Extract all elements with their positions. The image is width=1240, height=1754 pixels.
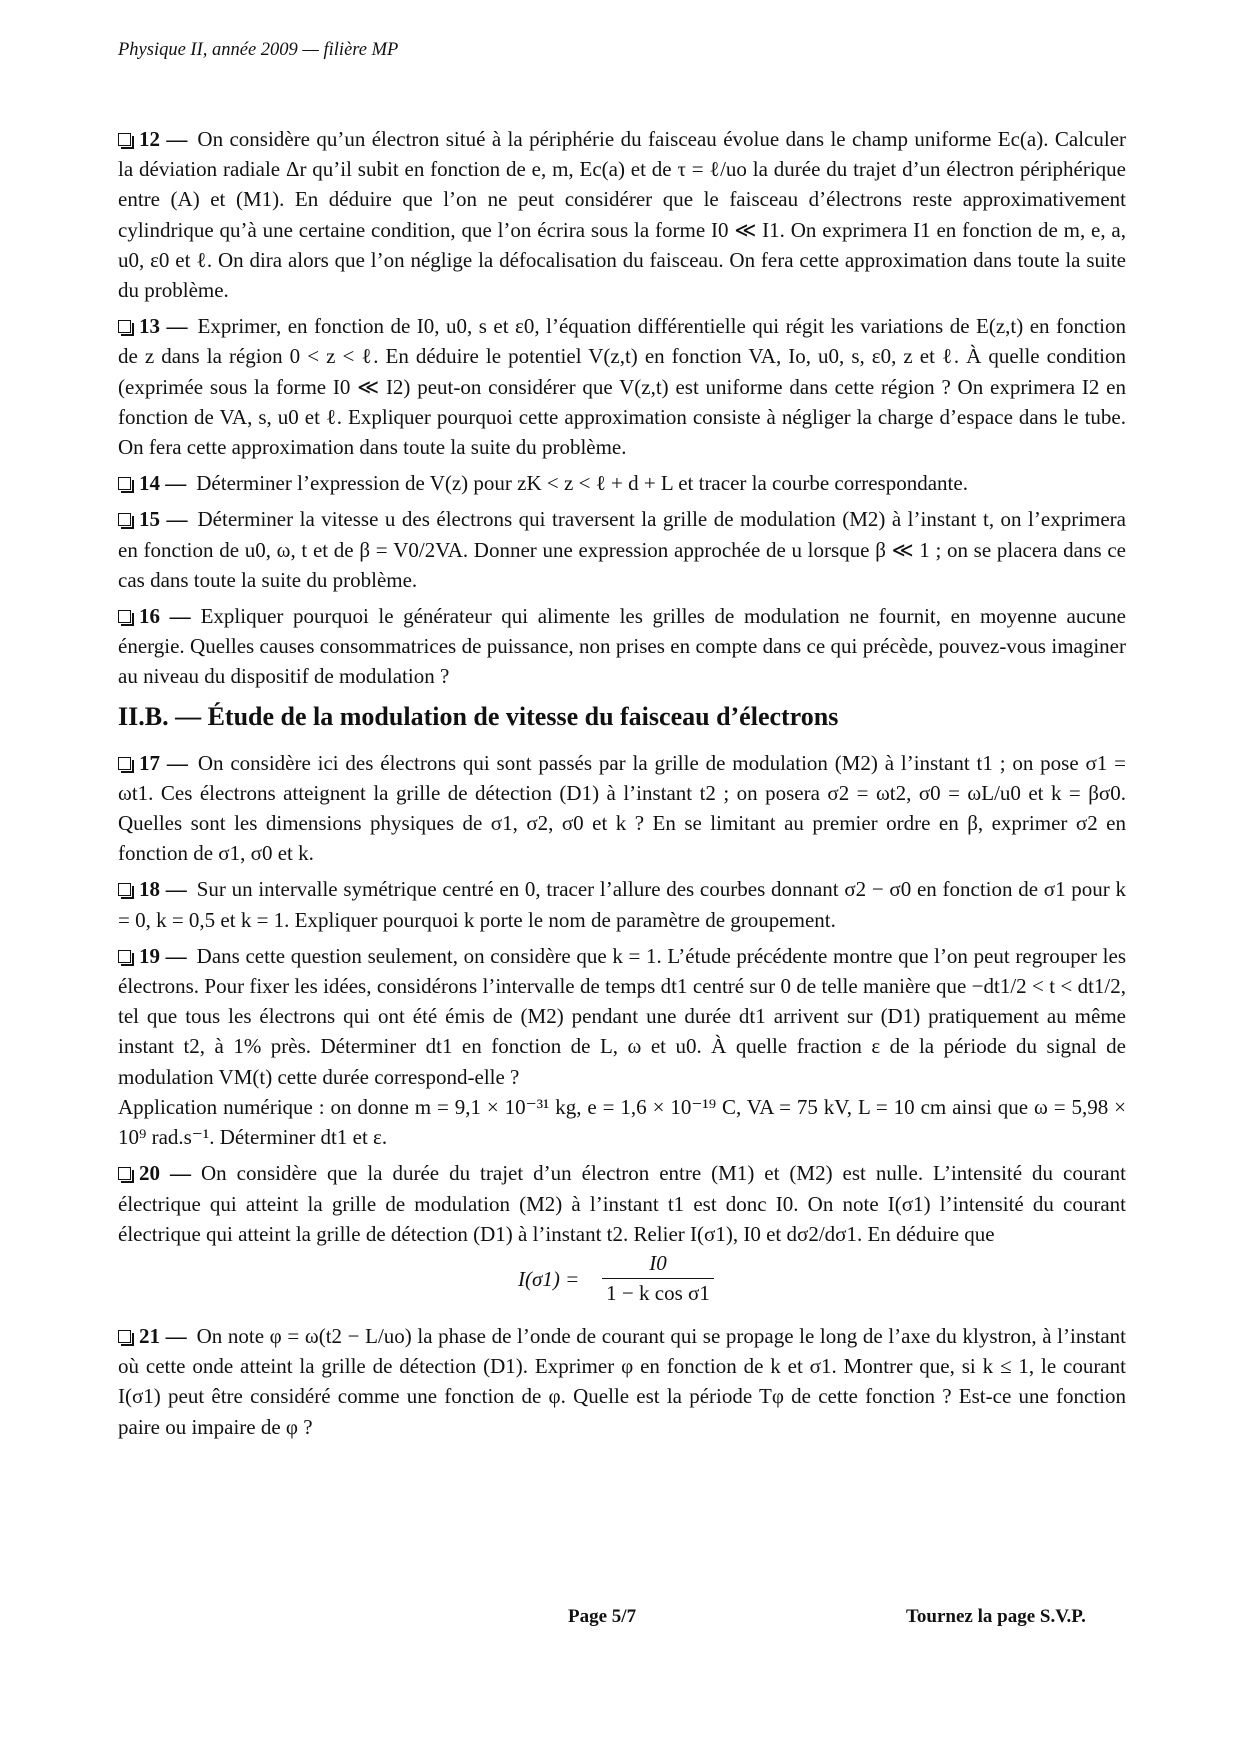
question-number: 16 — — [139, 604, 191, 629]
document-body — [118, 124, 1126, 1448]
checkbox-icon — [118, 320, 131, 333]
checkbox-icon — [118, 610, 131, 623]
page-header: Physique II, année 2009 — filière MP — [118, 40, 399, 60]
question-number: 18 — — [139, 877, 187, 902]
question-text: On note φ = ω(t2 − L/uo) la phase de l’onde de courant qui se propage le long de l’axe du klystron, à l’instant où cette onde atteint la grille de détection (D1). Exprimer φ en fonction de k et σ1. Montrer que, si k ≤ 1, le courant I(σ1) peut être considéré comme une fonction de φ. Quelle est la période Tφ de cette fonction ? Est-ce une fonction paire ou impaire de φ ? — [118, 1323, 1126, 1439]
checkbox-icon — [118, 1330, 131, 1343]
question-number: 13 — — [139, 314, 188, 339]
section-title: II.B. — Étude de la modulation de vitesse du faisceau d’électrons — [118, 701, 839, 731]
question-text: Exprimer, en fonction de I0, u0, s et ε0, l’équation différentielle qui régit les variations de E(z,t) en fonction de z dans la région 0 < z < ℓ. En déduire le potentiel V(z,t) en fonction VA, Io, u0, s, ε0, z et ℓ. À quelle condition (exprimée sous la forme I0 ≪ I2) peut-on considérer que V(z,t) est uniforme dans cette région ? On exprimera I2 en fonction de VA, s, u0 et ℓ. Expliquer pourquoi cette approximation consiste à négliger la charge d’espace dans le tube. On fera cette approximation dans toute la suite du problème. — [118, 314, 1126, 460]
question-number: 17 — — [139, 750, 188, 775]
checkbox-icon — [118, 477, 131, 490]
checkbox-icon — [118, 950, 131, 963]
question-12 — [118, 124, 1126, 305]
question-14 — [118, 468, 1126, 498]
formula-denominator: 1 − k cos σ1 — [606, 1280, 710, 1305]
question-19 — [118, 941, 1126, 1092]
page-number: Page 5/7 — [568, 1606, 637, 1627]
question-15 — [118, 504, 1126, 595]
question-number: 19 — — [139, 943, 187, 968]
question-text: On considère que la durée du trajet d’un électron entre (M1) et (M2) est nulle. L’intensité du courant électrique qui atteint la grille de modulation (M2) à l’instant t1 est donc I0. On note I(σ1) l’intensité du courant électrique qui atteint la grille de détection (D1) à l’instant t2. Relier I(σ1), I0 et dσ2/dσ1. En déduire que — [118, 1161, 1127, 1246]
numerical-application — [118, 1092, 1126, 1152]
formula-numerator: I0 — [602, 1251, 714, 1279]
question-number: 14 — — [139, 471, 187, 496]
question-13 — [118, 311, 1126, 462]
question-17 — [118, 748, 1126, 869]
question-text: Déterminer l’expression de V(z) pour zK < z < ℓ + d + L et tracer la courbe correspondante. — [196, 471, 968, 496]
checkbox-icon — [118, 513, 131, 526]
question-number: 21 — — [139, 1323, 187, 1348]
checkbox-icon — [118, 133, 131, 146]
formula-fraction — [602, 1251, 714, 1306]
checkbox-icon — [118, 883, 131, 896]
question-number: 20 — — [139, 1161, 191, 1186]
question-16 — [118, 601, 1126, 692]
application-text: Application numérique : on donne m = 9,1 × 10⁻³¹ kg, e = 1,6 × 10⁻¹⁹ C, VA = 75 kV, L = 10 cm ainsi que ω = 5,98 × 10⁹ rad.s⁻¹. Déterminer dt1 et ε. — [118, 1094, 1126, 1150]
turn-page-note: Tournez la page S.V.P. — [906, 1606, 1086, 1627]
question-text: Dans cette question seulement, on considère que k = 1. L’étude précédente montre que l’on peut regrouper les électrons. Pour fixer les idées, considérons l’intervalle de temps dt1 centré sur 0 de telle manière que −dt1/2 < t < dt1/2, tel que tous les électrons qui ont été émis de (M2) pendant une durée dt1 arrivent sur (D1) pratiquement au même instant t2, à 1% près. Déterminer dt1 en fonction de L, ω et u0. À quelle fraction ε de la période du signal de modulation VM(t) cette durée correspond-elle ? — [118, 943, 1126, 1089]
formula-lhs: I(σ1) = — [518, 1266, 580, 1291]
question-18 — [118, 874, 1126, 934]
question-number: 12 — — [139, 127, 188, 151]
checkbox-icon — [118, 757, 131, 770]
question-text: Déterminer la vitesse u des électrons qui traversent la grille de modulation (M2) à l’instant t, on l’exprimera en fonction de u0, ω, t et de β = V0/2VA. Donner une expression approchée de u lorsque β ≪ 1 ; on se placera dans ce cas dans toute la suite du problème. — [118, 507, 1126, 592]
checkbox-icon — [118, 1167, 131, 1180]
question-21 — [118, 1321, 1126, 1442]
formula-current — [118, 1251, 1126, 1313]
question-number: 15 — — [139, 507, 188, 532]
question-text: Sur un intervalle symétrique centré en 0, tracer l’allure des courbes donnant σ2 − σ0 en fonction de σ1 pour k = 0, k = 0,5 et k = 1. Expliquer pourquoi k porte le nom de paramètre de groupement. — [118, 877, 1126, 932]
question-text: On considère qu’un électron situé à la périphérie du faisceau évolue dans le champ uniforme Ec(a). Calculer la déviation radiale Δr qu’il subit en fonction de e, m, Ec(a) et de τ = ℓ/uo la durée du trajet d’un électron périphérique entre (A) et (M1). En déduire que l’on ne peut considérer que le faisceau d’électrons reste approximativement cylindrique qu’à une certaine condition, que l’on écrira sous la forme I0 ≪ I1. On exprimera I1 en fonction de m, e, a, u0, ε0 et ℓ. On dira alors que l’on néglige la défocalisation du faisceau. On fera cette approximation dans toute la suite du problème. — [118, 127, 1127, 303]
question-text: On considère ici des électrons qui sont passés par la grille de modulation (M2) à l’instant t1 ; on pose σ1 = ωt1. Ces électrons atteignent la grille de détection (D1) à l’instant t2 ; on posera σ2 = ωt2, σ0 = ωL/u0 et k = βσ0. Quelles sont les dimensions physiques de σ1, σ2, σ0 et k ? En se limitant au premier ordre en β, exprimer σ2 en fonction de σ1, σ0 et k. — [118, 750, 1126, 866]
question-20 — [118, 1158, 1126, 1249]
question-text: Expliquer pourquoi le générateur qui alimente les grilles de modulation ne fournit, en moyenne aucune énergie. Quelles causes consommatrices de puissance, non prises en compte dans ce qui précède, pouvez-vous imaginer au niveau du dispositif de modulation ? — [118, 604, 1126, 689]
